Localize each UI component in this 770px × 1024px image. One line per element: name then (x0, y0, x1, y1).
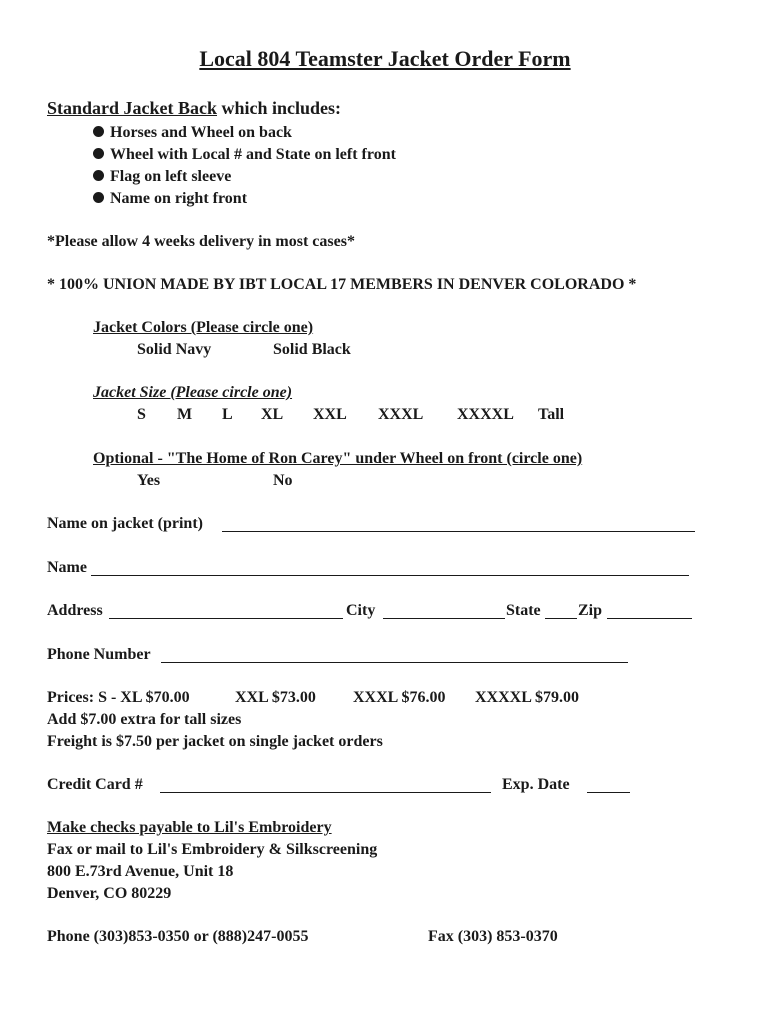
name-on-jacket-field[interactable] (222, 531, 695, 532)
size-option[interactable]: XXL (313, 406, 347, 423)
colors-heading: Jacket Colors (Please circle one) (93, 319, 314, 336)
state-label: State (506, 602, 541, 619)
phone-field[interactable] (161, 662, 628, 663)
city-label: City (346, 602, 376, 619)
size-option[interactable]: S (137, 406, 146, 423)
sizes-heading: Jacket Size (Please circle one) (93, 384, 293, 401)
tall-note: Add $7.00 extra for tall sizes (47, 711, 242, 728)
size-option[interactable]: XXXXL (457, 406, 514, 423)
optional-no[interactable]: No (273, 472, 293, 489)
size-option[interactable]: Tall (538, 406, 565, 423)
optional-yes[interactable]: Yes (137, 472, 161, 489)
standard-heading: Standard Jacket Back which includes: (47, 98, 342, 118)
size-option[interactable]: XXXL (378, 406, 424, 423)
size-option[interactable]: L (222, 406, 233, 423)
zip-field[interactable] (607, 618, 692, 619)
color-option-black[interactable]: Solid Black (273, 341, 351, 358)
name-field[interactable] (91, 575, 689, 576)
price-item: Prices: S - XL $70.00 (47, 689, 190, 706)
price-item: XXL $73.00 (235, 689, 316, 706)
list-item: Horses and Wheel on back (93, 124, 292, 142)
bullet-icon (93, 192, 104, 203)
mail-to: Fax or mail to Lil's Embroidery & Silkscreening (47, 841, 378, 858)
name-on-jacket-label: Name on jacket (print) (47, 515, 203, 532)
contact-phone: Phone (303)853-0350 or (888)247-0055 (47, 928, 309, 945)
color-option-navy[interactable]: Solid Navy (137, 341, 212, 358)
checks-payable: Make checks payable to Lil's Embroidery (47, 819, 332, 836)
street-address: 800 E.73rd Avenue, Unit 18 (47, 863, 234, 880)
page-title: Local 804 Teamster Jacket Order Form (199, 46, 571, 71)
bullet-icon (93, 170, 104, 181)
size-option[interactable]: XL (261, 406, 284, 423)
city-field[interactable] (383, 618, 505, 619)
list-item: Flag on left sleeve (93, 168, 231, 186)
list-item: Name on right front (93, 190, 247, 208)
credit-card-label: Credit Card # (47, 776, 143, 793)
price-item: XXXXL $79.00 (475, 689, 580, 706)
city-address: Denver, CO 80229 (47, 885, 172, 902)
state-field[interactable] (545, 618, 577, 619)
price-item: XXXL $76.00 (353, 689, 446, 706)
credit-card-field[interactable] (160, 792, 491, 793)
address-field[interactable] (109, 618, 343, 619)
bullet-icon (93, 148, 104, 159)
freight-note: Freight is $7.50 per jacket on single jacket orders (47, 733, 383, 750)
optional-heading: Optional - "The Home of Ron Carey" under Wheel on front (circle one) (93, 450, 583, 467)
exp-date-field[interactable] (587, 792, 630, 793)
union-note: * 100% UNION MADE BY IBT LOCAL 17 MEMBERS IN DENVER COLORADO * (47, 276, 637, 293)
address-label: Address (47, 602, 103, 619)
delivery-note: *Please allow 4 weeks delivery in most cases* (47, 233, 355, 250)
phone-label: Phone Number (47, 646, 151, 663)
list-item: Wheel with Local # and State on left front (93, 146, 396, 164)
exp-date-label: Exp. Date (502, 776, 570, 793)
zip-label: Zip (578, 602, 603, 619)
size-option[interactable]: M (177, 406, 193, 423)
bullet-icon (93, 126, 104, 137)
contact-fax: Fax (303) 853-0370 (428, 928, 558, 945)
name-label: Name (47, 559, 87, 576)
